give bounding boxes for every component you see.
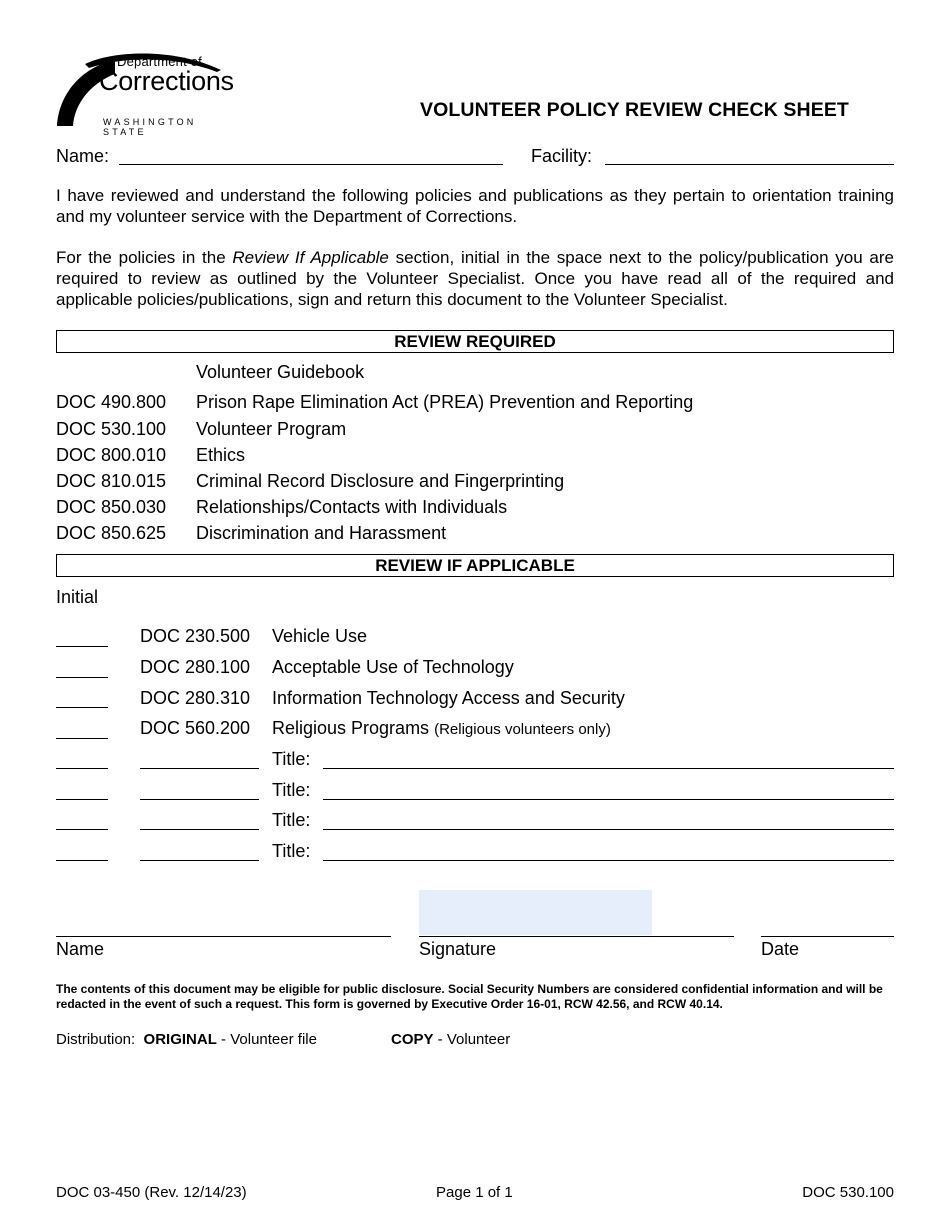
applicable-code-2: DOC 280.310 [140,688,251,708]
title-input-blank-0[interactable] [323,768,894,769]
applicable-code-0: DOC 230.500 [140,626,251,646]
distribution-copy-bold: COPY [391,1031,434,1048]
logo-department: Department of [117,54,202,69]
page-title: VOLUNTEER POLICY REVIEW CHECK SHEET [420,99,849,121]
code-input-blank-0[interactable] [140,768,259,769]
title-label-blank-0: Title: [272,749,311,769]
distribution-copy-rest: - Volunteer [433,1031,511,1048]
required-code-5: DOC 850.030 [56,497,167,517]
initial-input-1[interactable] [56,677,108,678]
required-title-3: Ethics [196,445,246,465]
form-number: DOC 03-450 (Rev. 12/14/23) [56,1184,247,1201]
intro-p2-italic: Review If Applicable [232,248,389,267]
initial-label: Initial [56,587,99,607]
signature-name-label: Name [56,939,105,959]
facility-input[interactable] [605,164,894,165]
applicable-code-1: DOC 280.100 [140,657,251,677]
required-title-5: Relationships/Contacts with Individuals [196,497,508,517]
signature-input[interactable] [419,890,652,935]
applicable-title-3-text: Religious Programs [272,718,430,738]
title-input-blank-3[interactable] [323,860,894,861]
distribution-original-rest: - Volunteer file [216,1031,317,1048]
initial-input-2[interactable] [56,707,108,708]
intro-paragraph-1: I have reviewed and understand the following policies and publications as they pertain to orientation training and my volunteer service with the Department of Corrections. [56,186,894,226]
initial-input-blank-2[interactable] [56,829,108,830]
code-input-blank-3[interactable] [140,860,259,861]
title-input-blank-1[interactable] [323,799,894,800]
date-label: Date [761,939,800,959]
required-code-3: DOC 800.010 [56,445,167,465]
signature-label: Signature [419,939,497,959]
required-code-1: DOC 490.800 [56,392,167,412]
logo-corrections: Corrections [99,66,234,96]
intro-p2-before: For the policies in the [56,248,233,267]
required-title-2: Volunteer Program [196,419,347,439]
review-applicable-header: REVIEW IF APPLICABLE [56,554,894,577]
title-label-blank-1: Title: [272,780,311,800]
initial-input-3[interactable] [56,738,108,739]
date-line[interactable] [761,936,894,937]
distribution-label: Distribution: [56,1031,136,1048]
doc-logo [55,52,245,137]
title-label-blank-3: Title: [272,841,311,861]
applicable-title-3 [272,718,611,739]
code-input-blank-1[interactable] [140,799,259,800]
required-title-4: Criminal Record Disclosure and Fingerprinting [196,471,565,491]
required-title-6: Discrimination and Harassment [196,523,447,543]
applicable-title-2: Information Technology Access and Security [272,688,625,708]
title-input-blank-2[interactable] [323,829,894,830]
required-title-1: Prison Rape Elimination Act (PREA) Prevention and Reporting [196,392,694,412]
code-input-blank-2[interactable] [140,829,259,830]
intro-paragraph-2 [56,247,894,310]
facility-label: Facility: [531,146,593,166]
page-number: Page 1 of 1 [436,1184,513,1201]
initial-input-blank-3[interactable] [56,860,108,861]
required-code-2: DOC 530.100 [56,419,167,439]
disclosure-text: The contents of this document may be eligible for public disclosure. Social Security Numbers are considered confidential information and will be redacted in the event of such a request. This form is governed by Executive Order 16-01, RCW 42.56, and RCW 40.14. [56,982,883,1011]
name-input[interactable] [119,164,503,165]
review-required-header: REVIEW REQUIRED [56,330,894,353]
applicable-code-3: DOC 560.200 [140,718,251,738]
initial-input-blank-1[interactable] [56,799,108,800]
applicable-note-3: (Religious volunteers only) [434,721,611,738]
name-signature-line[interactable] [56,936,391,937]
applicable-title-0: Vehicle Use [272,626,368,646]
signature-line[interactable] [419,936,734,937]
required-title-0: Volunteer Guidebook [196,362,365,382]
name-label: Name: [56,146,110,166]
distribution-original-bold: ORIGINAL [143,1031,217,1048]
initial-input-0[interactable] [56,646,108,647]
policy-number: DOC 530.100 [802,1184,894,1201]
logo-washington-state: WASHINGTON STATE [103,117,197,137]
required-code-4: DOC 810.015 [56,471,167,491]
distribution-copy [391,1031,510,1048]
distribution-original [56,1031,317,1048]
title-label-blank-2: Title: [272,810,311,830]
required-code-6: DOC 850.625 [56,523,167,543]
intro-p2-after: section, initial in the space next to the policy/publication you are required to review as outlined by the Volunteer Specialist. Once you have read all of the required and applicable policies/publications, sign and return this document to the Volunteer Specialist. [56,248,894,309]
applicable-title-1: Acceptable Use of Technology [272,657,514,677]
initial-input-blank-0[interactable] [56,768,108,769]
